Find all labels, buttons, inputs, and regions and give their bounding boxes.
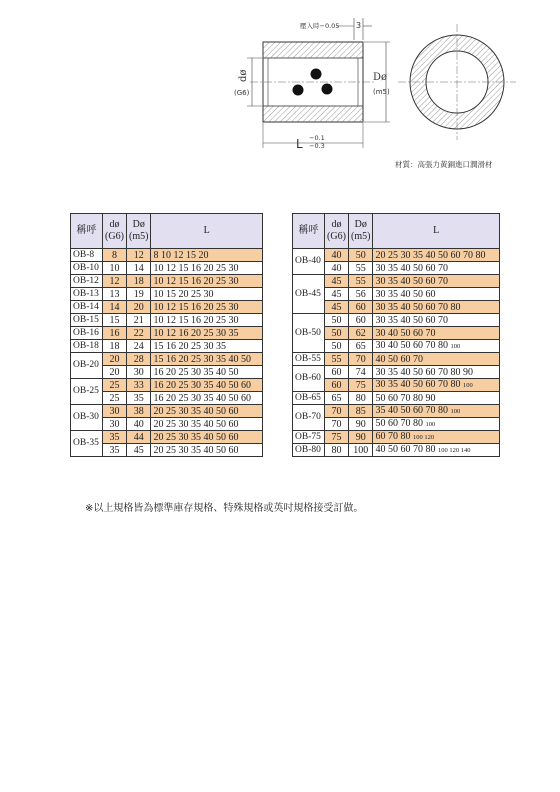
- lengths-text: 10 12 15 16 20 25 30: [153, 301, 239, 313]
- cell-outer-dia: 35: [127, 392, 151, 405]
- cell-inner-dia: 55: [325, 353, 349, 366]
- table-row: [293, 392, 500, 405]
- header-outer-dia: Dø (m5): [349, 214, 373, 249]
- lengths-extra-text: 100: [450, 408, 461, 415]
- cell-outer-dia: 75: [349, 379, 373, 392]
- cell-lengths: [373, 418, 500, 431]
- cell-lengths: [373, 392, 500, 405]
- cell-outer-dia: 55: [349, 262, 373, 275]
- header-name: 稱呼: [293, 214, 325, 249]
- cell-name: OB-15: [71, 314, 103, 327]
- cell-lengths: [373, 301, 500, 314]
- cell-inner-dia: 16: [103, 327, 127, 340]
- table-row: [293, 418, 500, 431]
- lengths-text: 20 25 30 35 40 50 60: [153, 444, 239, 456]
- lengths-text: 20 25 30 35 40 50 60: [153, 418, 239, 430]
- lengths-text: 10 15 20 25 30: [153, 288, 214, 300]
- cell-outer-dia: 74: [349, 366, 373, 379]
- cell-lengths: [151, 314, 263, 327]
- cell-lengths: [373, 314, 500, 327]
- table-row: [71, 288, 263, 301]
- lengths-extra-text: 100: [450, 343, 461, 350]
- cell-inner-dia: 75: [325, 431, 349, 444]
- cell-name: OB-12: [71, 275, 103, 288]
- cell-outer-dia: 50: [349, 249, 373, 262]
- cell-inner-dia: 14: [103, 301, 127, 314]
- cell-outer-dia: 100: [349, 444, 373, 457]
- cell-lengths: [373, 327, 500, 340]
- bushing-drawing: [0, 0, 560, 175]
- lubricant-plug-icon: [311, 69, 322, 80]
- lengths-extra-text: 100: [462, 382, 473, 389]
- lengths-text: 30 35 40 50 60 70: [375, 275, 448, 287]
- cell-lengths: [151, 444, 263, 457]
- length-tol-lower: −0.3: [309, 142, 325, 150]
- lengths-extra-text: 100 120: [412, 434, 435, 441]
- cell-name: OB-80: [293, 444, 325, 457]
- length-tol-upper: −0.1: [309, 134, 325, 142]
- cell-outer-dia: 38: [127, 405, 151, 418]
- table-row: [293, 366, 500, 379]
- cell-name: OB-14: [71, 301, 103, 314]
- cell-lengths: [151, 301, 263, 314]
- table-row: [293, 405, 500, 418]
- cell-lengths: [373, 444, 500, 457]
- table-row: [71, 405, 263, 418]
- table-row: [293, 379, 500, 392]
- table-row: [293, 249, 500, 262]
- lengths-text: 35 40 50 60 70 80: [375, 405, 448, 416]
- cell-outer-dia: 20: [127, 301, 151, 314]
- outer-dia-fit: (m5): [373, 88, 390, 96]
- cell-inner-dia: 20: [103, 366, 127, 379]
- lengths-text: 20 25 30 35 40 50 60: [153, 431, 239, 443]
- cell-inner-dia: 60: [325, 366, 349, 379]
- cell-outer-dia: 40: [127, 418, 151, 431]
- cell-inner-dia: 25: [103, 379, 127, 392]
- table-row: [71, 249, 263, 262]
- cell-name: OB-40: [293, 249, 325, 275]
- table-row: [71, 379, 263, 392]
- cell-inner-dia: 70: [325, 405, 349, 418]
- cell-name: OB-60: [293, 366, 325, 392]
- table-row: [71, 314, 263, 327]
- cell-inner-dia: 10: [103, 262, 127, 275]
- cell-name: OB-45: [293, 275, 325, 314]
- cell-outer-dia: 60: [349, 314, 373, 327]
- lengths-text: 30 40 50 60 70 80: [375, 340, 448, 351]
- inner-dia-fit: (G6): [234, 89, 250, 97]
- table-row: [71, 431, 263, 444]
- cell-inner-dia: 50: [325, 314, 349, 327]
- cell-inner-dia: 35: [103, 431, 127, 444]
- lengths-text: 30 35 40 50 60 70 80: [375, 379, 461, 390]
- cell-inner-dia: 13: [103, 288, 127, 301]
- lengths-text: 10 12 16 20 25 30 35: [153, 327, 239, 339]
- lengths-text: 40 50 60 70 80: [375, 444, 436, 455]
- lengths-text: 30 35 40 50 60 70: [375, 262, 448, 274]
- table-body: [71, 249, 263, 457]
- cell-inner-dia: 40: [325, 262, 349, 275]
- cell-lengths: [151, 379, 263, 392]
- cell-outer-dia: 30: [127, 366, 151, 379]
- cell-lengths: [151, 249, 263, 262]
- table-row: [293, 340, 500, 353]
- table-header: [71, 214, 263, 249]
- cell-outer-dia: 33: [127, 379, 151, 392]
- cell-outer-dia: 55: [349, 275, 373, 288]
- table-row: [293, 288, 500, 301]
- lengths-text: 10 12 15 16 20 25 30: [153, 314, 239, 326]
- table-body: [293, 249, 500, 457]
- header-inner-dia: dø (G6): [103, 214, 127, 249]
- table-row: [71, 353, 263, 366]
- cell-inner-dia: 60: [325, 379, 349, 392]
- cell-outer-dia: 24: [127, 340, 151, 353]
- lengths-text: 50 60 70 80: [375, 418, 423, 429]
- lengths-text: 50 60 70 80 90: [375, 392, 436, 404]
- cell-inner-dia: 25: [103, 392, 127, 405]
- cell-inner-dia: 30: [103, 405, 127, 418]
- cell-outer-dia: 70: [349, 353, 373, 366]
- footer-note: ※以上規格皆為標準庫存規格、特殊規格或英吋規格接受訂做。: [85, 503, 364, 514]
- lengths-text: 10 12 15 16 20 25 30: [153, 275, 239, 287]
- lengths-text: 30 35 40 50 60 70 80: [375, 301, 461, 313]
- cell-lengths: [373, 340, 500, 353]
- cell-name: OB-13: [71, 288, 103, 301]
- header-name: 稱呼: [71, 214, 103, 249]
- table-row: [293, 275, 500, 288]
- table-row: [293, 301, 500, 314]
- lengths-text: 16 20 25 30 35 40 50: [153, 366, 239, 378]
- cell-outer-dia: 60: [349, 301, 373, 314]
- cell-name: OB-20: [71, 353, 103, 379]
- cell-name: OB-18: [71, 340, 103, 353]
- cell-name: OB-70: [293, 405, 325, 431]
- cell-name: OB-50: [293, 314, 325, 353]
- header-outer-dia: Dø (m5): [127, 214, 151, 249]
- cell-lengths: [151, 327, 263, 340]
- cell-outer-dia: 56: [349, 288, 373, 301]
- spec-table-left: [70, 213, 263, 457]
- lubricant-plug-icon: [322, 84, 333, 95]
- table-row: [293, 353, 500, 366]
- lengths-text: 16 20 25 30 35 40 50 60: [153, 392, 251, 404]
- cell-inner-dia: 45: [325, 275, 349, 288]
- cell-lengths: [151, 431, 263, 444]
- lengths-text: 30 35 40 50 60 70: [375, 314, 448, 326]
- lengths-text: 20 25 30 35 40 50 60 70 80: [375, 249, 486, 261]
- lengths-text: 16 20 25 30 35 40 50 60: [153, 379, 251, 391]
- table-header: [293, 214, 500, 249]
- table-row: [71, 301, 263, 314]
- cell-name: OB-65: [293, 392, 325, 405]
- cell-outer-dia: 62: [349, 327, 373, 340]
- cell-outer-dia: 18: [127, 275, 151, 288]
- cell-outer-dia: 12: [127, 249, 151, 262]
- cell-name: OB-75: [293, 431, 325, 444]
- table-row: [71, 340, 263, 353]
- table-row: [293, 327, 500, 340]
- lengths-text: 30 40 50 60 70: [375, 327, 436, 339]
- lengths-text: 15 16 20 25 30 35: [153, 340, 226, 352]
- lengths-text: 40 50 60 70: [375, 353, 423, 365]
- cell-inner-dia: 8: [103, 249, 127, 262]
- lengths-text: 20 25 30 35 40 50 60: [153, 405, 239, 417]
- cell-lengths: [373, 366, 500, 379]
- cell-name: OB-10: [71, 262, 103, 275]
- cell-inner-dia: 50: [325, 327, 349, 340]
- cell-lengths: [151, 353, 263, 366]
- length-symbol: L: [296, 137, 303, 151]
- cell-lengths: [373, 353, 500, 366]
- cell-inner-dia: 35: [103, 444, 127, 457]
- cell-inner-dia: 20: [103, 353, 127, 366]
- lubricant-plug-icon: [293, 85, 304, 96]
- cell-lengths: [151, 392, 263, 405]
- cell-inner-dia: 18: [103, 340, 127, 353]
- cell-outer-dia: 21: [127, 314, 151, 327]
- cell-name: OB-8: [71, 249, 103, 262]
- table-row: [293, 314, 500, 327]
- table-row: [71, 262, 263, 275]
- cell-outer-dia: 22: [127, 327, 151, 340]
- cell-lengths: [151, 275, 263, 288]
- cell-outer-dia: 14: [127, 262, 151, 275]
- cell-lengths: [373, 431, 500, 444]
- cell-lengths: [373, 262, 500, 275]
- outer-dia-symbol: Dø: [373, 72, 388, 83]
- table-row: [293, 431, 500, 444]
- cell-inner-dia: 15: [103, 314, 127, 327]
- cell-lengths: [151, 405, 263, 418]
- cell-lengths: [151, 262, 263, 275]
- cell-inner-dia: 70: [325, 418, 349, 431]
- cell-outer-dia: 90: [349, 431, 373, 444]
- cell-outer-dia: 45: [127, 444, 151, 457]
- table-row: [293, 444, 500, 457]
- lengths-text: 30 35 40 50 60: [375, 288, 436, 300]
- cell-outer-dia: 65: [349, 340, 373, 353]
- table-row: [293, 262, 500, 275]
- cell-lengths: [373, 249, 500, 262]
- cell-outer-dia: 44: [127, 431, 151, 444]
- tolerance-label: 壓入時−0.05: [300, 22, 340, 30]
- cell-inner-dia: 12: [103, 275, 127, 288]
- cell-inner-dia: 50: [325, 340, 349, 353]
- header-inner-dia: dø (G6): [325, 214, 349, 249]
- cell-lengths: [151, 418, 263, 431]
- cell-lengths: [373, 379, 500, 392]
- cell-name: OB-55: [293, 353, 325, 366]
- lengths-extra-text: 100: [425, 421, 436, 428]
- cell-lengths: [151, 288, 263, 301]
- cell-lengths: [373, 405, 500, 418]
- lengths-text: 30 35 40 50 60 70 80 90: [375, 366, 473, 378]
- lengths-text: 15 16 20 25 30 35 40 50: [153, 353, 251, 365]
- chamfer-value: 3: [356, 21, 362, 30]
- cell-inner-dia: 80: [325, 444, 349, 457]
- cell-outer-dia: 85: [349, 405, 373, 418]
- cell-lengths: [151, 340, 263, 353]
- lengths-extra-text: 100 120 140: [437, 447, 471, 454]
- cell-outer-dia: 90: [349, 418, 373, 431]
- cell-lengths: [151, 366, 263, 379]
- table-row: [71, 327, 263, 340]
- header-length: L: [151, 214, 263, 249]
- header-length: L: [373, 214, 500, 249]
- cell-inner-dia: 65: [325, 392, 349, 405]
- cell-outer-dia: 28: [127, 353, 151, 366]
- cell-inner-dia: 40: [325, 249, 349, 262]
- cell-name: OB-16: [71, 327, 103, 340]
- lengths-text: 8 10 12 15 20: [153, 249, 209, 261]
- cell-outer-dia: 80: [349, 392, 373, 405]
- lengths-text: 60 70 80: [375, 431, 411, 442]
- inner-dia-symbol: dø: [238, 69, 249, 82]
- cell-lengths: [373, 275, 500, 288]
- lengths-text: 10 12 15 16 20 25 30: [153, 262, 239, 274]
- material-note: 材質：高張力黃銅進口潤滑材: [395, 160, 493, 169]
- cell-lengths: [373, 288, 500, 301]
- cell-name: OB-30: [71, 405, 103, 431]
- cell-name: OB-25: [71, 379, 103, 405]
- cell-inner-dia: 30: [103, 418, 127, 431]
- cell-outer-dia: 19: [127, 288, 151, 301]
- cell-name: OB-35: [71, 431, 103, 457]
- cell-inner-dia: 45: [325, 301, 349, 314]
- cell-inner-dia: 45: [325, 288, 349, 301]
- spec-table-right: [292, 213, 500, 457]
- table-row: [71, 275, 263, 288]
